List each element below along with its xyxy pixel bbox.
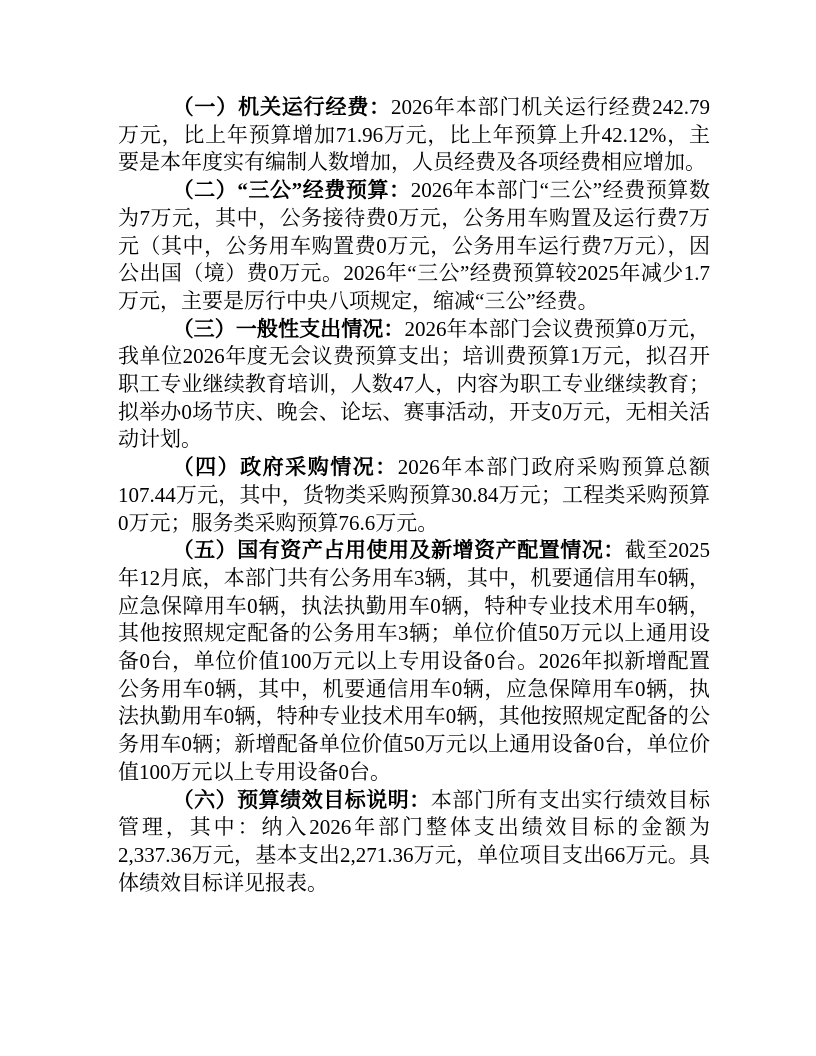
paragraph-heading: （五）国有资产占用使用及新增资产配置情况： <box>172 538 625 563</box>
paragraph-body: 2026年本部门会议费预算0万元，我单位2026年度无会议费预算支出；培训费预算1万元，拟召开职工专业继续教育培训，人数47人，内容为职工专业继续教育；拟举办0场节庆、晚会、论坛、赛事活动，开支0万元，无相关活动计划。 <box>118 316 711 452</box>
paragraph-body: 2026年本部门“三公”经费预算数为7万元，其中，公务接待费0万元，公务用车购置及运行费7万元（其中，公务用车购置费0万元，公务用车运行费7万元），因公出国（境）费0万元。2026年“三公”经费预算较2025年减少1.7万元，主要是厉行中央八项规定，缩减“三公”经费。 <box>118 178 711 313</box>
paragraph-heading: （三）一般性支出情况： <box>172 316 405 341</box>
paragraph-body: 2026年本部门机关运行经费242.79万元，比上年预算增加71.96万元，比上年预算上升42.12%，主要是本年度实有编制人数增加，人员经费及各项经费相应增加。 <box>118 95 711 175</box>
paragraph-three-public-expenses-budget <box>118 177 710 316</box>
paragraph-body: 本部门所有支出实行绩效目标管理，其中：纳入2026年部门整体支出绩效目标的金额为2,337.36万元，基本支出2,271.36万元，单位项目支出66万元。具体绩效目标详见报表。 <box>118 787 710 895</box>
paragraph-agency-operating-expenses <box>118 94 710 177</box>
paragraph-budget-performance-goals <box>118 787 710 898</box>
paragraph-heading: （六）预算绩效目标说明： <box>172 787 431 812</box>
paragraph-government-procurement <box>118 454 710 537</box>
paragraph-state-assets-usage <box>118 537 710 786</box>
paragraph-general-expenditure <box>118 316 710 455</box>
paragraph-heading: （四）政府采购情况： <box>172 455 398 480</box>
paragraph-heading: （二）“三公”经费预算： <box>172 178 411 203</box>
paragraph-heading: （一）机关运行经费： <box>172 95 392 119</box>
document-page <box>118 94 710 897</box>
paragraph-body: 截至2025年12月底，本部门共有公务用车3辆，其中，机要通信用车0辆，应急保障用车0辆，执法执勤用车0辆，特种专业技术用车0辆，其他按照规定配备的公务用车3辆；单位价值50万元以上通用设备0台，单位价值100万元以上专用设备0台。2026年拟新增配置公务用车0辆，其中，机要通信用车0辆，应急保障用车0辆，执法执勤用车0辆，特种专业技术用车0辆，其他按照规定配备的公务用车0辆；新增配备单位价值50万元以上通用设备0台，单位价值100万元以上专用设备0台。 <box>118 538 711 784</box>
paragraph-body: 2026年本部门政府采购预算总额107.44万元，其中，货物类采购预算30.84万元；工程类采购预算0万元；服务类采购预算76.6万元。 <box>118 455 711 535</box>
